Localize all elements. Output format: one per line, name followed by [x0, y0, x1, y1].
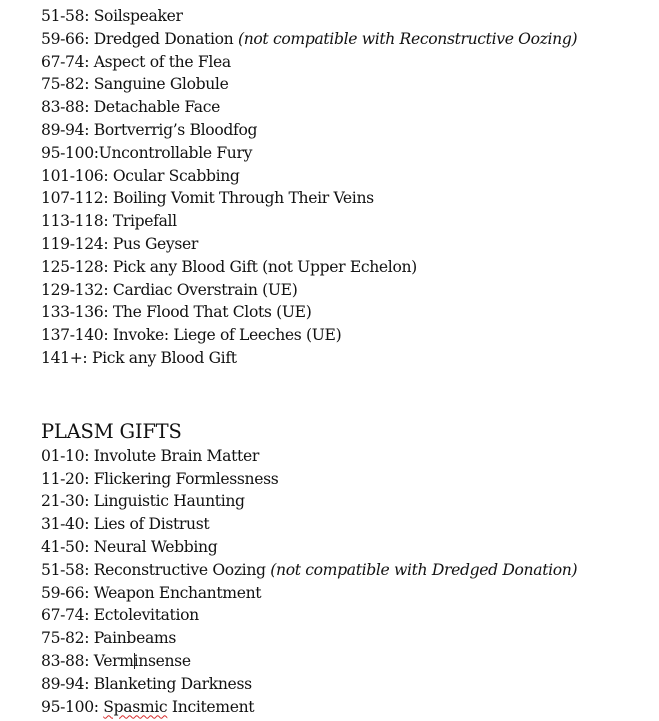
- list-item: 83-88: Verminsense: [41, 651, 191, 670]
- section-heading-plasm-gifts: PLASM GIFTS: [41, 419, 182, 443]
- list-item: 137-140: Invoke: Liege of Leeches (UE): [41, 326, 342, 345]
- spellcheck-flagged-word[interactable]: Spasmic: [103, 697, 168, 716]
- list-item: 41-50: Neural Webbing: [41, 537, 218, 556]
- list-item: 107-112: Boiling Vomit Through Their Veins: [41, 189, 374, 208]
- list-item: 67-74: Ectolevitation: [41, 606, 199, 625]
- list-item: 51-58: Reconstructive Oozing (not compatible with Dredged Donation): [41, 560, 578, 579]
- list-item: 95-100:Uncontrollable Fury: [41, 143, 253, 162]
- plasm-gifts-list: [41, 445, 651, 719]
- list-item: 59-66: Dredged Donation (not compatible with Reconstructive Oozing): [41, 29, 578, 48]
- list-item: 67-74: Aspect of the Flea: [41, 52, 231, 71]
- list-item: 59-66: Weapon Enchantment: [41, 583, 262, 602]
- list-item: 141+: Pick any Blood Gift: [41, 348, 237, 367]
- blood-gifts-list: [41, 5, 651, 370]
- document-page[interactable]: [41, 5, 651, 718]
- list-item: 21-30: Linguistic Haunting: [41, 492, 245, 511]
- list-item: 95-100: Spasmic Incitement: [41, 697, 255, 716]
- list-item: 83-88: Detachable Face: [41, 98, 221, 117]
- list-item: 11-20: Flickering Formlessness: [41, 469, 279, 488]
- list-item: 113-118: Tripefall: [41, 212, 177, 231]
- list-item: 125-128: Pick any Blood Gift (not Upper Echelon): [41, 257, 417, 276]
- list-item: 75-82: Sanguine Globule: [41, 75, 229, 94]
- blank-space: [41, 370, 651, 420]
- list-item: 31-40: Lies of Distrust: [41, 515, 210, 534]
- list-item: 89-94: Blanketing Darkness: [41, 674, 252, 693]
- list-item: 101-106: Ocular Scabbing: [41, 166, 240, 185]
- list-item: 119-124: Pus Geyser: [41, 234, 199, 253]
- list-item: 129-132: Cardiac Overstrain (UE): [41, 280, 298, 299]
- list-item: 01-10: Involute Brain Matter: [41, 446, 259, 465]
- list-item: 75-82: Painbeams: [41, 629, 176, 648]
- list-item: 51-58: Soilspeaker: [41, 7, 183, 25]
- list-item: 89-94: Bortverrig’s Bloodfog: [41, 120, 258, 139]
- list-item: 133-136: The Flood That Clots (UE): [41, 303, 312, 322]
